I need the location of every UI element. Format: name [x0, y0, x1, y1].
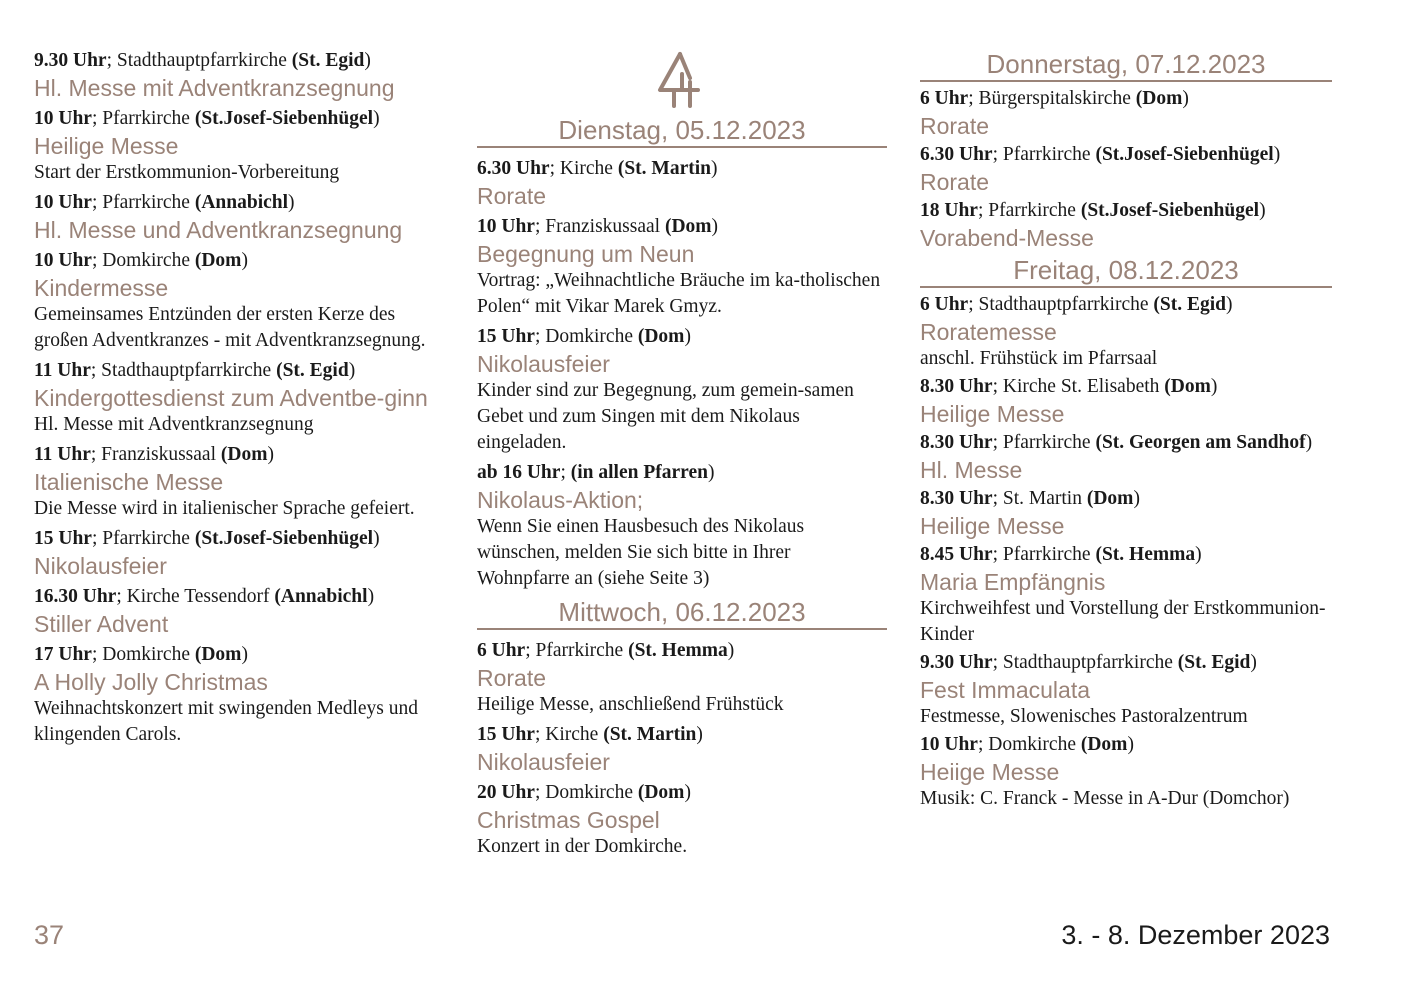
event-place: ; Franziskussaal	[534, 216, 665, 237]
tuesday-events	[477, 156, 887, 592]
event-place: ; Stadthauptpfarrkirche	[968, 294, 1154, 315]
event-parish: (St. Egid	[276, 360, 349, 381]
event-parish: (Dom	[1164, 376, 1211, 397]
event-paren: )	[1305, 432, 1313, 453]
event-entry	[920, 86, 1332, 140]
event-title: Kindergottesdienst zum Adventbe-ginn	[34, 385, 428, 411]
event-entry	[477, 638, 887, 718]
event-description: Wenn Sie einen Hausbesuch des Nikolaus wünschen, melden Sie sich bitte in Ihrer Wohnpfarre an (siehe Seite 3)	[477, 516, 805, 589]
event-paren: )	[1133, 488, 1140, 509]
event-time-location	[477, 156, 887, 182]
event-paren: )	[367, 586, 375, 607]
event-title: Rorate	[477, 665, 547, 691]
event-parish: (St.Josef-Siebenhügel	[1095, 144, 1274, 165]
event-time: 6 Uhr	[477, 640, 526, 661]
event-entry	[477, 324, 887, 456]
friday-events	[920, 292, 1332, 812]
event-entry	[920, 374, 1332, 428]
event-description: Die Messe wird in italienischer Sprache gefeiert.	[34, 498, 415, 519]
event-place: ; Domkirche	[91, 644, 195, 665]
event-parish: (Dom	[1080, 734, 1128, 755]
event-time: 10 Uhr	[920, 734, 978, 755]
event-time: 17 Uhr	[34, 644, 92, 665]
day-heading-wednesday: Mittwoch, 06.12.2023	[477, 596, 887, 630]
event-time-location	[34, 190, 454, 216]
event-place: ; Domkirche	[977, 734, 1081, 755]
event-description: Kinder sind zur Begegnung, zum gemein-samen Gebet und zum Singen mit dem Nikolaus eingeladen.	[477, 380, 854, 453]
event-paren: )	[1273, 144, 1281, 165]
event-time: 6.30 Uhr	[920, 144, 993, 165]
event-title: Christmas Gospel	[477, 807, 660, 833]
event-parish: (Dom	[194, 644, 242, 665]
event-paren: )	[241, 644, 248, 665]
event-time-location	[920, 198, 1332, 224]
event-parish: (St. Egid	[291, 50, 365, 71]
event-place: ;	[560, 462, 571, 483]
cross-logo-icon	[477, 46, 887, 114]
event-description: Musik: C. Franck - Messe in A-Dur (Domchor)	[920, 788, 1290, 809]
event-entry	[477, 460, 887, 592]
event-time: 11 Uhr	[34, 444, 91, 465]
thursday-events	[920, 86, 1332, 252]
event-description: Start der Erstkommunion-Vorbereitung	[34, 162, 340, 183]
event-title: Italienische Messe	[34, 469, 224, 495]
event-paren: )	[267, 444, 274, 465]
event-time-location	[920, 142, 1332, 168]
event-place: ; Kirche Tessendorf	[116, 586, 275, 607]
event-paren: )	[1195, 544, 1202, 565]
event-paren: )	[1210, 376, 1218, 397]
event-title: Heilige Messe	[920, 513, 1065, 539]
event-paren: )	[288, 192, 295, 213]
event-paren: )	[1259, 200, 1266, 221]
event-paren: )	[711, 216, 719, 237]
event-parish: (St. Egid	[1177, 652, 1251, 673]
event-parish: (Annabichl	[274, 586, 368, 607]
date-range: 3. - 8. Dezember 2023	[1061, 920, 1330, 950]
event-place: ; Pfarrkirche	[91, 108, 195, 129]
event-entry	[34, 358, 454, 438]
event-place: ; Franziskussaal	[90, 444, 221, 465]
event-title: Hl. Messe	[920, 457, 1023, 483]
event-time-location	[477, 780, 887, 806]
event-place: ; Stadthauptpfarrkirche	[90, 360, 277, 381]
event-time-location	[477, 722, 887, 748]
event-parish: (Dom	[220, 444, 268, 465]
event-title: Rorate	[920, 113, 990, 139]
event-time-location	[34, 106, 454, 132]
event-place: ; Pfarrkirche	[977, 200, 1081, 221]
event-time-location	[920, 542, 1332, 568]
event-parish: (Dom	[1086, 488, 1134, 509]
event-title: A Holly Jolly Christmas	[34, 669, 268, 695]
event-parish: (St. Martin	[603, 724, 697, 745]
event-entry	[477, 722, 887, 776]
event-parish: (St. Martin	[617, 158, 711, 179]
event-place: ; St. Martin	[992, 488, 1087, 509]
event-place: ; Pfarrkirche	[525, 640, 629, 661]
event-time-location	[477, 638, 887, 664]
day-heading-friday: Freitag, 08.12.2023	[920, 254, 1332, 288]
event-place: ; Pfarrkirche	[992, 432, 1096, 453]
event-entry	[920, 486, 1332, 540]
event-entry	[34, 248, 454, 354]
event-parish: (Dom	[664, 216, 712, 237]
event-place: ; Bürgerspitalskirche	[968, 88, 1136, 109]
event-title: Begegnung um Neun	[477, 241, 695, 267]
event-paren: )	[364, 50, 371, 71]
event-entry	[477, 780, 887, 860]
event-title: Heilige Messe	[920, 401, 1065, 427]
event-parish: (Dom	[637, 782, 685, 803]
event-paren: )	[1250, 652, 1257, 673]
event-parish: (in allen Pfarren	[570, 462, 708, 483]
event-title: Hl. Messe und Adventkranzsegnung	[34, 217, 403, 243]
event-paren: )	[710, 158, 718, 179]
event-parish: (St. Egid	[1153, 294, 1227, 315]
event-description: Heilige Messe, anschließend Frühstück	[477, 694, 784, 715]
event-entry	[920, 142, 1332, 196]
wednesday-events	[477, 638, 887, 860]
event-title: Kindermesse	[34, 275, 169, 301]
event-time-location	[34, 526, 454, 552]
event-entry	[920, 430, 1332, 484]
event-parish: (St.Josef-Siebenhügel	[194, 108, 374, 129]
event-parish: (Dom	[194, 250, 242, 271]
event-description: Kirchweihfest und Vorstellung der Erstkommunion-Kinder	[920, 598, 1326, 645]
event-place: ; Domkirche	[534, 782, 638, 803]
event-entry	[477, 214, 887, 320]
event-time-location	[477, 324, 887, 350]
event-entry	[34, 190, 454, 244]
event-time-location	[34, 248, 454, 274]
event-time-location	[477, 460, 887, 486]
event-title: Nikolaus-Aktion;	[477, 487, 644, 513]
event-time-location	[34, 442, 454, 468]
event-place: ; Kirche	[534, 724, 604, 745]
page-number: 37	[34, 920, 65, 950]
event-time-location	[920, 86, 1332, 112]
event-parish: (St. Hemma	[628, 640, 728, 661]
event-time: 11 Uhr	[34, 360, 91, 381]
event-title: Roratemesse	[920, 319, 1057, 345]
event-title: Hl. Messe mit Adventkranzsegnung	[34, 75, 395, 101]
event-time-location	[920, 486, 1332, 512]
event-entry	[34, 642, 454, 748]
event-title: Maria Empfängnis	[920, 569, 1106, 595]
event-time: 18 Uhr	[920, 200, 978, 221]
event-time: 10 Uhr	[34, 250, 92, 271]
event-time: 8.45 Uhr	[920, 544, 993, 565]
event-title: Nikolausfeier	[477, 749, 610, 775]
event-paren: )	[727, 640, 735, 661]
event-entry	[34, 442, 454, 522]
event-time: 15 Uhr	[34, 528, 92, 549]
event-entry	[920, 292, 1332, 372]
event-description: Konzert in der Domkirche.	[477, 836, 688, 857]
event-title: Stiller Advent	[34, 611, 169, 637]
event-description: Hl. Messe mit Adventkranzsegnung	[34, 414, 314, 435]
event-time-location	[34, 358, 454, 384]
event-entry	[920, 732, 1332, 812]
event-time-location	[34, 48, 454, 74]
event-title: Vorabend-Messe	[920, 225, 1094, 251]
event-paren: )	[684, 326, 691, 347]
event-time: 6.30 Uhr	[477, 158, 550, 179]
event-place: ; Kirche	[549, 158, 618, 179]
event-title: Nikolausfeier	[34, 553, 167, 579]
event-time: 15 Uhr	[477, 724, 535, 745]
event-entry	[477, 156, 887, 210]
event-parish: (St. Georgen am Sandhof	[1095, 432, 1306, 453]
event-paren: )	[707, 462, 715, 483]
event-place: ; Kirche St. Elisabeth	[992, 376, 1165, 397]
event-time: 10 Uhr	[34, 108, 92, 129]
event-time-location	[920, 430, 1332, 456]
event-time: 16.30 Uhr	[34, 586, 117, 607]
event-place: ; Pfarrkirche	[992, 544, 1096, 565]
event-time-location	[920, 292, 1332, 318]
event-entry	[34, 106, 454, 186]
event-parish: (Dom	[637, 326, 685, 347]
event-place: ; Domkirche	[91, 250, 195, 271]
event-paren: )	[696, 724, 703, 745]
event-place: ; Stadthauptpfarrkirche	[992, 652, 1178, 673]
event-paren: )	[373, 528, 380, 549]
event-description: Vortrag: „Weihnachtliche Bräuche im ka-tholischen Polen“ mit Vikar Marek Gmyz.	[477, 270, 881, 317]
event-place: ; Pfarrkirche	[91, 192, 195, 213]
event-time: 20 Uhr	[477, 782, 535, 803]
event-title: Rorate	[477, 183, 547, 209]
event-paren: )	[373, 108, 380, 129]
event-parish: (St.Josef-Siebenhügel	[194, 528, 374, 549]
event-time: 6 Uhr	[920, 294, 969, 315]
column-middle	[477, 46, 887, 864]
event-entry	[34, 48, 454, 102]
event-description: anschl. Frühstück im Pfarrsaal	[920, 348, 1158, 369]
event-time: 10 Uhr	[34, 192, 92, 213]
event-time-location	[477, 214, 887, 240]
event-place: ; Stadthauptpfarrkirche	[106, 50, 292, 71]
event-title: Heilige Messe	[34, 133, 179, 159]
day-heading-thursday: Donnerstag, 07.12.2023	[920, 48, 1332, 82]
event-time-location	[34, 584, 454, 610]
event-entry	[920, 542, 1332, 648]
event-paren: )	[1226, 294, 1233, 315]
event-time-location	[920, 374, 1332, 400]
event-time: 8.30 Uhr	[920, 432, 993, 453]
event-time-location	[920, 732, 1332, 758]
event-time: 8.30 Uhr	[920, 376, 993, 397]
event-entry	[920, 198, 1332, 252]
event-time: 15 Uhr	[477, 326, 535, 347]
event-place: ; Pfarrkirche	[992, 144, 1096, 165]
event-entry	[34, 526, 454, 580]
column-right	[920, 48, 1332, 814]
event-time-location	[34, 642, 454, 668]
event-paren: )	[1127, 734, 1134, 755]
event-parish: (Dom	[1135, 88, 1183, 109]
event-title: Rorate	[920, 169, 990, 195]
event-time: 10 Uhr	[477, 216, 535, 237]
day-heading-tuesday: Dienstag, 05.12.2023	[477, 114, 887, 148]
event-paren: )	[348, 360, 356, 381]
event-parish: (Annabichl	[194, 192, 289, 213]
event-description: Gemeinsames Entzünden der ersten Kerze des großen Adventkranzes - mit Adventkranzsegnung.	[34, 304, 426, 351]
event-paren: )	[1182, 88, 1189, 109]
event-time: ab 16 Uhr	[477, 462, 561, 483]
event-description: Weihnachtskonzert mit swingenden Medleys und klingenden Carols.	[34, 698, 419, 745]
event-time: 9.30 Uhr	[34, 50, 107, 71]
event-title: Fest Immaculata	[920, 677, 1090, 703]
event-parish: (St. Hemma	[1095, 544, 1196, 565]
event-entry	[920, 650, 1332, 730]
event-time-location	[920, 650, 1332, 676]
event-entry	[34, 584, 454, 638]
event-paren: )	[684, 782, 691, 803]
event-paren: )	[241, 250, 248, 271]
column-left	[34, 48, 454, 752]
event-title: Heiige Messe	[920, 759, 1060, 785]
event-time: 8.30 Uhr	[920, 488, 993, 509]
event-time: 6 Uhr	[920, 88, 969, 109]
event-title: Nikolausfeier	[477, 351, 610, 377]
event-place: ; Pfarrkirche	[91, 528, 195, 549]
event-time: 9.30 Uhr	[920, 652, 993, 673]
event-description: Festmesse, Slowenisches Pastoralzentrum	[920, 706, 1248, 727]
event-parish: (St.Josef-Siebenhügel	[1080, 200, 1260, 221]
event-place: ; Domkirche	[534, 326, 638, 347]
